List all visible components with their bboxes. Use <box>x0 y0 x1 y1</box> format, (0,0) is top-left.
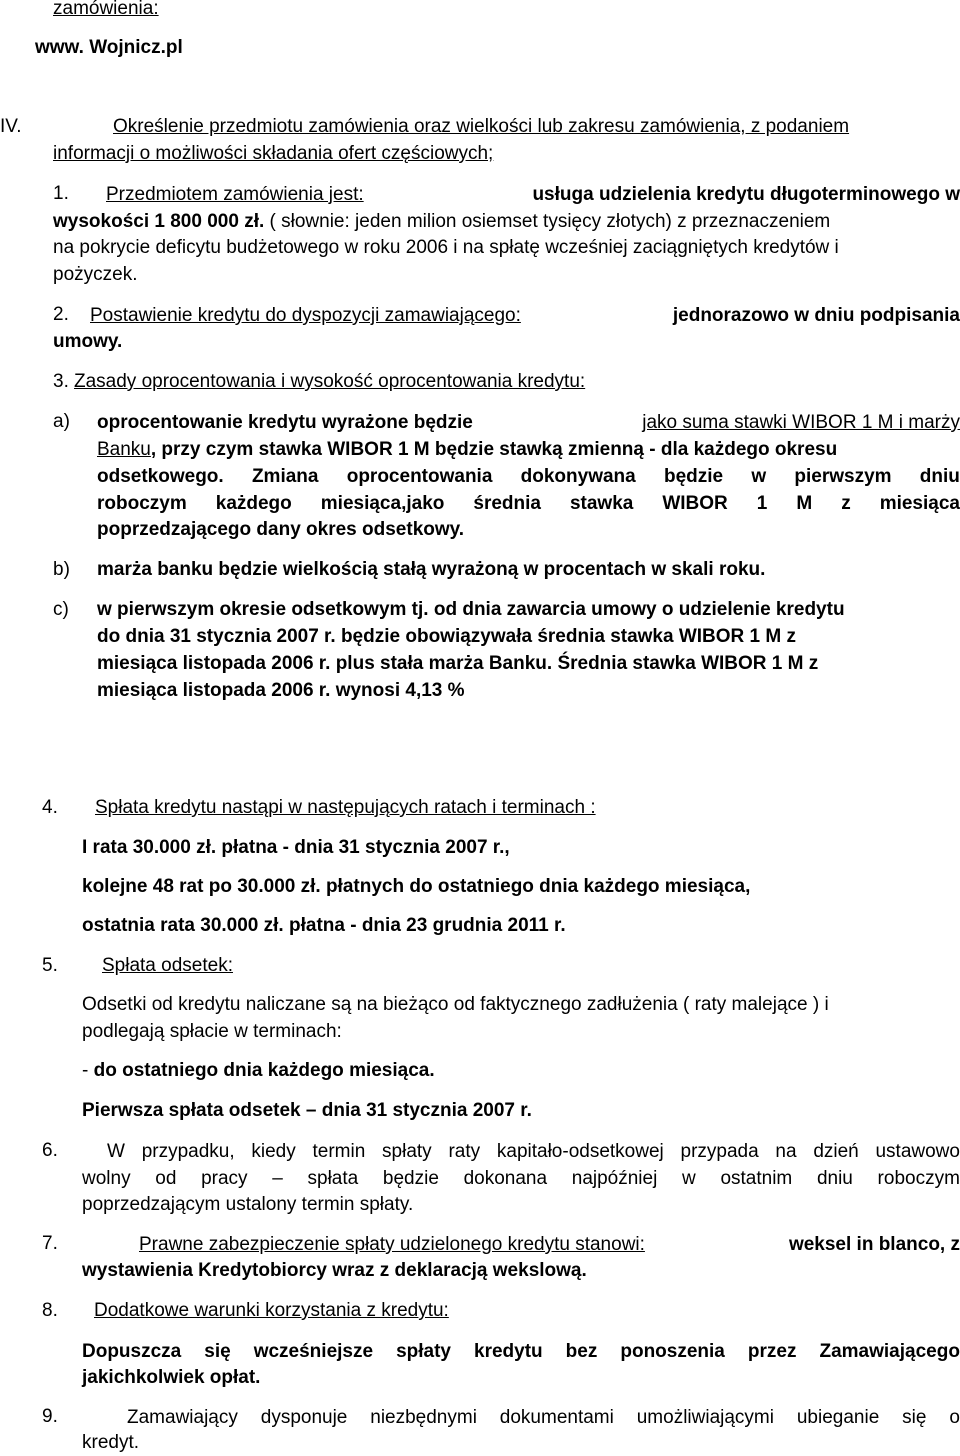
point-3-number: 3. <box>53 371 69 392</box>
point-3c-line-1: w pierwszym okresie odsetkowym tj. od dnia zawarcia umowy o udzielenie kredytu <box>97 599 845 620</box>
point-3-lead: Zasady oprocentowania i wysokość oprocentowania kredytu: <box>74 371 586 392</box>
point-7-lead: Prawne zabezpieczenie spłaty udzielonego kredytu stanowi: <box>139 1234 645 1255</box>
section-title-line-1: Określenie przedmiotu zamówienia oraz wielkości lub zakresu zamówienia, z podaniem <box>113 116 850 137</box>
point-5-line-1: Odsetki od kredytu naliczane są na bieżąco od faktycznego zadłużenia ( raty malejące ) i <box>82 994 829 1015</box>
word: stawka <box>569 493 634 514</box>
word: Dopuszcza <box>82 1341 182 1362</box>
word: o <box>949 1407 960 1428</box>
point-5-line-3-bold: do ostatniego dnia każdego miesiąca. <box>93 1060 435 1081</box>
point-8-line-1 <box>82 1338 960 1365</box>
point-3a-mark: a) <box>53 411 70 432</box>
word: pierwszym <box>794 466 892 487</box>
point-3a-bold-1: oprocentowanie kredytu wyrażone będzie <box>97 412 473 433</box>
word: najpóźniej <box>571 1168 658 1189</box>
point-1-line-1 <box>106 181 960 208</box>
point-3a-line-3 <box>97 463 960 490</box>
word: dysponuje <box>260 1407 348 1428</box>
header-line-2: www. Wojnicz.pl <box>35 37 183 58</box>
point-4-line-1: I rata 30.000 zł. płatna - dnia 31 stycznia 2007 r., <box>82 837 510 858</box>
word: od <box>155 1168 177 1189</box>
point-5-dash: - <box>82 1060 89 1081</box>
word: niezbędnymi <box>370 1407 477 1428</box>
point-7-line-2: wystawienia Kredytobiorcy wraz z deklaracją wekslową. <box>82 1260 587 1281</box>
point-2-bold-2: umowy. <box>53 331 123 352</box>
point-7-bold-1: weksel in blanco, z <box>788 1234 960 1255</box>
word: ubieganie <box>796 1407 880 1428</box>
point-3a-bold-2: , przy czym stawka WIBOR 1 M będzie stawką zmienną - dla każdego okresu <box>150 439 838 460</box>
word: termin <box>312 1141 366 1162</box>
point-6-line-1 <box>107 1138 960 1165</box>
word: dokonana <box>463 1168 548 1189</box>
word: dzień <box>813 1141 859 1162</box>
point-5-lead <box>92 953 233 979</box>
point-6-line-2 <box>82 1165 960 1192</box>
point-6-number: 6. <box>42 1140 58 1161</box>
point-4-lead: Spłata kredytu nastąpi w następujących ratach i terminach : <box>95 797 596 818</box>
point-3a-line-2 <box>97 436 960 463</box>
point-9-line-1 <box>127 1404 960 1431</box>
word: kredytu <box>474 1341 543 1362</box>
word: średnia <box>473 493 541 514</box>
point-3c-mark: c) <box>53 599 69 620</box>
point-1-lead: Przedmiotem zamówienia jest: <box>106 184 364 205</box>
word: z <box>841 493 851 514</box>
point-5-line-3 <box>82 1058 435 1084</box>
point-6-line-3: poprzedzającym ustalony termin spłaty. <box>82 1194 414 1215</box>
point-1-line-4: pożyczek. <box>53 264 138 285</box>
point-3a-line-4 <box>97 490 960 517</box>
point-3a-line-1 <box>97 409 960 436</box>
word: kiedy <box>251 1141 296 1162</box>
word: spłaty <box>382 1141 432 1162</box>
point-8-number: 8. <box>42 1300 58 1321</box>
word: będzie <box>663 466 724 487</box>
word: spłaty <box>396 1341 451 1362</box>
word: W <box>107 1141 125 1162</box>
word: miesiąca <box>879 493 960 514</box>
point-2-bold-1: jednorazowo w dniu podpisania <box>672 305 960 326</box>
point-2-line-1 <box>90 302 960 329</box>
section-number: IV. <box>0 116 22 137</box>
word: Zamawiający <box>127 1407 238 1428</box>
word: WIBOR <box>662 493 728 514</box>
point-1-number: 1. <box>53 183 69 204</box>
point-3a-underlined-2: Banku <box>97 439 151 460</box>
point-3a-underlined-1: jako suma stawki WIBOR 1 M i marży <box>642 412 960 433</box>
word: – <box>272 1168 283 1189</box>
section-title-line-2: informacji o możliwości składania ofert częściowych; <box>53 143 494 164</box>
word: roboczym <box>97 493 187 514</box>
point-9-number: 9. <box>42 1406 58 1427</box>
point-9-line-2: kredyt. <box>82 1432 140 1453</box>
word: spłata <box>307 1168 359 1189</box>
word: ponoszenia <box>620 1341 725 1362</box>
point-1-rest-2: ( słownie: jeden milion osiemset tysięcy złotych) z przeznaczeniem <box>269 211 831 232</box>
word: dokumentami <box>499 1407 614 1428</box>
point-8-lead: Dodatkowe warunki korzystania z kredytu: <box>94 1300 449 1321</box>
word: w <box>751 466 767 487</box>
section-title <box>53 114 960 140</box>
word: pracy <box>201 1168 248 1189</box>
point-2-number: 2. <box>53 304 69 325</box>
point-8-line-2: jakichkolwiek opłat. <box>82 1367 261 1388</box>
word: Zamawiającego <box>819 1341 960 1362</box>
point-5-line-2: podlegają spłacie w terminach: <box>82 1021 342 1042</box>
point-3b-mark: b) <box>53 559 70 580</box>
point-3c-line-2: do dnia 31 stycznia 2007 r. będzie obowiązywała średnia stawka WIBOR 1 M z <box>97 626 797 647</box>
point-3b-text: marża banku będzie wielkością stałą wyrażoną w procentach w skali roku. <box>97 559 766 580</box>
word: roboczym <box>877 1168 960 1189</box>
word: 1 <box>756 493 768 514</box>
word: umożliwiającymi <box>636 1407 774 1428</box>
point-1-bold-1: usługa udzielenia kredytu długoterminowego w <box>532 184 960 205</box>
point-3c-line-4: miesiąca listopada 2006 r. wynosi 4,13 % <box>97 680 465 701</box>
word: raty <box>448 1141 481 1162</box>
point-1-bold-2: wysokości 1 800 000 zł. <box>53 211 265 232</box>
word: dokonywana <box>520 466 636 487</box>
point-5-lead-text: Spłata odsetek: <box>102 955 233 976</box>
word: wolny <box>82 1168 131 1189</box>
header-line-1: zamówienia: <box>53 0 159 19</box>
word: dniu <box>919 466 960 487</box>
word: wcześniejsze <box>253 1341 374 1362</box>
point-7-line-1 <box>139 1231 960 1258</box>
point-1-line-2 <box>53 208 960 235</box>
word: na <box>775 1141 797 1162</box>
word: w <box>682 1168 696 1189</box>
point-7-number: 7. <box>42 1233 58 1254</box>
point-3c-line-3: miesiąca listopada 2006 r. plus stała marża Banku. Średnia stawka WIBOR 1 M z <box>97 653 819 674</box>
point-3a-line-5: poprzedzającego dany okres odsetkowy. <box>97 519 465 540</box>
word: się <box>204 1341 231 1362</box>
point-1-line-3: na pokrycie deficytu budżetowego w roku 2006 i na spłatę wcześniej zaciągniętych kredytów i <box>53 237 839 258</box>
word: przypadku, <box>141 1141 235 1162</box>
point-4-number: 4. <box>42 797 58 818</box>
word: każdego <box>215 493 292 514</box>
word: przez <box>747 1341 797 1362</box>
word: ostatnim <box>720 1168 793 1189</box>
point-2-lead: Postawienie kredytu do dyspozycji zamawiającego: <box>90 305 521 326</box>
point-5-line-4: Pierwsza spłata odsetek – dnia 31 stycznia 2007 r. <box>82 1100 532 1121</box>
word: M <box>796 493 813 514</box>
point-4-line-2: kolejne 48 rat po 30.000 zł. płatnych do ostatniego dnia każdego miesiąca, <box>82 876 751 897</box>
word: odsetkowego. <box>97 466 224 487</box>
word: Zmiana <box>251 466 319 487</box>
word: przypada <box>680 1141 759 1162</box>
word: oprocentowania <box>346 466 493 487</box>
word: się <box>902 1407 927 1428</box>
point-5-number: 5. <box>42 955 58 976</box>
word: dniu <box>816 1168 853 1189</box>
point-4-line-3: ostatnia rata 30.000 zł. płatna - dnia 23 grudnia 2011 r. <box>82 915 566 936</box>
word: miesiąca,jako <box>320 493 445 514</box>
word: bez <box>565 1341 598 1362</box>
word: będzie <box>382 1168 439 1189</box>
word: ustawowo <box>875 1141 960 1162</box>
word: kapitało-odsetkowej <box>496 1141 664 1162</box>
